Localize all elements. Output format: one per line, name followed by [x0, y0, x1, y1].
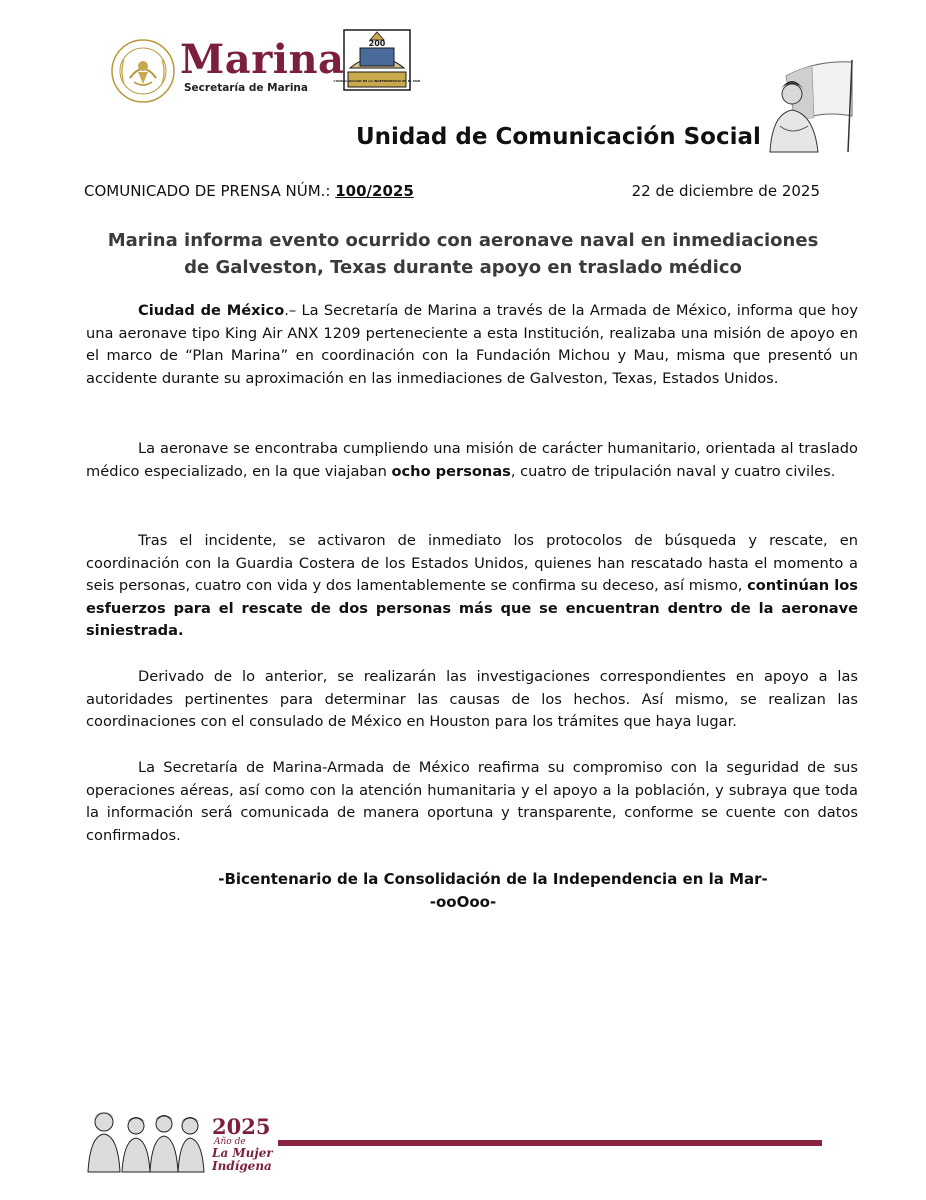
indigenous-women-illustration-icon	[84, 1102, 208, 1172]
dateline: Ciudad de México	[138, 302, 285, 319]
year-label: 2025	[212, 1114, 271, 1139]
paragraph-2-bold: ocho personas	[391, 462, 511, 480]
headline-line-2: de Galveston, Texas durante apoyo en traslado médico	[184, 257, 742, 278]
footer-rule	[278, 1140, 822, 1146]
closing-motto: -Bicentenario de la Consolidación de la Independencia en la Mar-	[218, 870, 768, 888]
paragraph-1-text: .– La Secretaría de Marina a través de la Armada de México, informa que hoy una aeronave tipo King Air ANX 1209 perteneciente a esta Institución, realizaba una misión de apoyo en el marco de “Plan Marina” en coordinación con la Fundación Michou y Mau, misma que presentó un accidente durante su aproximación en las inmediaciones de Galveston, Texas, Estados Unidos.	[86, 302, 859, 387]
paragraph-2-text-b: , cuatro de tripulación naval y cuatro civiles.	[510, 462, 836, 480]
year-subtitle-2: La Mujer	[212, 1146, 273, 1160]
brand-name: Marina	[180, 36, 345, 83]
paragraph-3	[86, 530, 858, 643]
national-seal-icon	[110, 38, 176, 104]
paragraph-3-text: Tras el incidente, se activaron de inmediato los protocolos de búsqueda y rescate, en coordinación con la Guardia Costera de los Estados Unidos, quienes han rescatado hasta el momento a seis personas, cuatro con vida y dos lamentablemente se confirma su deceso, así mismo,	[86, 532, 858, 595]
year-subtitle-3: Indígena	[212, 1159, 272, 1173]
bicentennial-logo-icon	[333, 28, 421, 92]
brand-subtitle: Secretaría de Marina	[184, 82, 308, 94]
paragraph-4-text: Derivado de lo anterior, se realizarán las investigaciones correspondientes en apoyo a las autoridades pertinentes para determinar las causas de los hechos. Así mismo, se realizan las coordinaciones con el consulado de México en Houston para los trámites que haya lugar.	[86, 668, 858, 731]
paragraph-4	[86, 666, 858, 734]
year-subtitle-1: Año de	[214, 1137, 246, 1147]
closing-mark: -ooOoo-	[429, 893, 497, 911]
press-number: 100/2025	[335, 182, 414, 200]
bicentennial-badge: 200	[368, 39, 386, 48]
unit-title: Unidad de Comunicación Social	[356, 124, 761, 150]
press-date: 22 de diciembre de 2025	[631, 182, 820, 200]
headline-line-1: Marina informa evento ocurrido con aeronave naval en inmediaciones	[107, 230, 819, 251]
bicentennial-text: CONSOLIDACIÓN DE LA INDEPENDENCIA EN EL MAR	[333, 79, 421, 83]
paragraph-5	[86, 757, 858, 847]
press-release-number	[84, 182, 414, 200]
paragraph-1	[86, 300, 858, 390]
press-label: COMUNICADO DE PRENSA NÚM.:	[84, 182, 336, 200]
paragraph-2-text-a: La aeronave se encontraba cumpliendo una misión de carácter humanitario, orientada al traslado médico especializado, en la que viajaban	[86, 440, 858, 480]
paragraph-2	[86, 438, 858, 483]
paragraph-5-text: La Secretaría de Marina-Armada de México reafirma su compromiso con la seguridad de sus operaciones aéreas, así como con la atención humanitaria y el apoyo a la población, y subraya que toda la información será comunicada de manera oportuna y transparente, conforme se cuente con datos confirmados.	[86, 759, 858, 844]
woman-with-flag-illustration-icon	[756, 56, 860, 156]
paragraph-3-bold: continúan los esfuerzos para el rescate de dos personas más que se encuentran dentro de la aeronave siniestrada.	[86, 577, 858, 640]
headline	[60, 227, 866, 281]
